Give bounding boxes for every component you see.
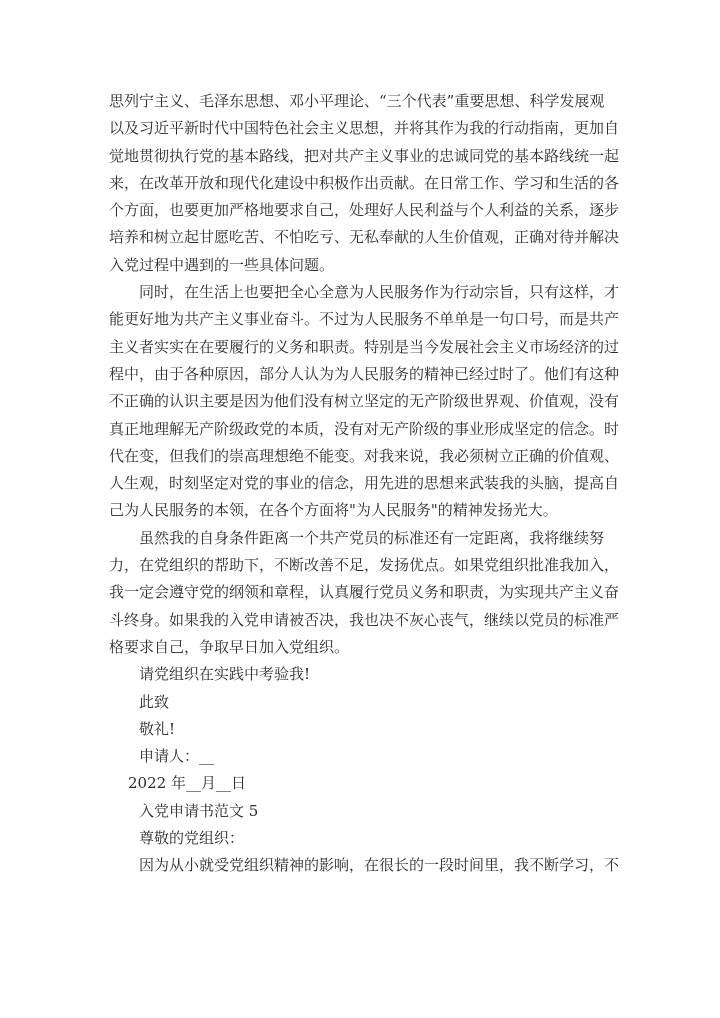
paragraph-line: 入党过程中遇到的一些具体问题。 (109, 255, 335, 274)
paragraph-line: 来，在改革开放和现代化建设中积极作出贡献。在日常工作、学习和生活的各 (109, 173, 620, 192)
paragraph-line: 主义者实实在在要履行的义务和职责。特别是当今发展社会主义市场经济的过 (109, 337, 620, 356)
document-body (109, 88, 620, 661)
paragraph-line: 思列宁主义、毛泽东思想、邓小平理论、“三个代表”重要思想、科学发展观 (109, 92, 605, 110)
paragraph (109, 279, 620, 525)
paragraph-line: 同时，在生活上也要把全心全意为人民服务作为行动宗旨，只有这样，才 (139, 283, 620, 302)
document-page (109, 88, 620, 880)
paragraph-line: 我一定会遵守党的纲领和章程，认真履行党员义务和职责，为实现共产主义奋 (109, 583, 620, 602)
paragraph-line: 代在变，但我们的崇高理想绝不能变。对我来说，我必须树立正确的价值观、 (109, 446, 620, 465)
closing-salute-1: 此致 (139, 692, 170, 711)
paragraph-line: 程中，由于各种原因，部分人认为为人民服务的精神已经过时了。他们有这种 (109, 364, 620, 383)
applicant-signature: 申请人：__ (139, 747, 215, 766)
paragraph-line: 力，在党组织的帮助下，不断改善不足，发扬优点。如果党组织批准我加入， (109, 556, 620, 575)
paragraph (109, 525, 620, 661)
paragraph-line: 能更好地为共产主义事业奋斗。不过为人民服务不单单是一句口号，而是共产 (109, 310, 620, 329)
application-date: 2022 年__月__日 (128, 774, 246, 793)
paragraph-line: 格要求自己，争取早日加入党组织。 (109, 637, 350, 656)
section-title: 入党申请书范文 5 (139, 801, 259, 820)
paragraph-line: 虽然我的自身条件距离一个共产党员的标准还有一定距离，我将继续努 (139, 528, 605, 547)
closing-salute-2: 敬礼! (139, 719, 176, 738)
paragraph-line: 真正地理解无产阶级政党的本质，没有对无产阶级的事业形成坚定的信念。时 (109, 419, 620, 438)
paragraph-line: 个方面，也要更加严格地要求自己，处理好人民利益与个人利益的关系，逐步 (109, 201, 620, 220)
paragraph-line: 觉地贯彻执行党的基本路线，把对共产主义事业的忠诚同党的基本路线统一起 (109, 146, 620, 165)
paragraph (109, 88, 620, 279)
paragraph-line: 不正确的认识主要是因为他们没有树立坚定的无产阶级世界观、价值观，没有 (109, 392, 620, 411)
paragraph-line: 人生观，时刻坚定对党的事业的信念，用先进的思想来武装我的头脑，提高自 (109, 474, 620, 493)
greeting: 尊敬的党组织： (139, 829, 245, 848)
paragraph-line: 斗终身。如果我的入党申请被否决，我也决不灰心丧气，继续以党员的标准严 (109, 610, 620, 629)
paragraph-line: 己为人民服务的本领，在各个方面将"为人民服务"的精神发扬光大。 (109, 501, 558, 520)
paragraph-line: 以及习近平新时代中国特色社会主义思想，并将其作为我的行动指南，更加自 (109, 119, 620, 138)
paragraph-line: 因为从小就受党组织精神的影响，在很长的一段时间里，我不断学习，不 (139, 856, 620, 875)
closing-test-me: 请党组织在实践中考验我! (139, 665, 311, 684)
paragraph-line: 培养和树立起甘愿吃苦、不怕吃亏、无私奉献的人生价值观，正确对待并解决 (109, 228, 620, 247)
